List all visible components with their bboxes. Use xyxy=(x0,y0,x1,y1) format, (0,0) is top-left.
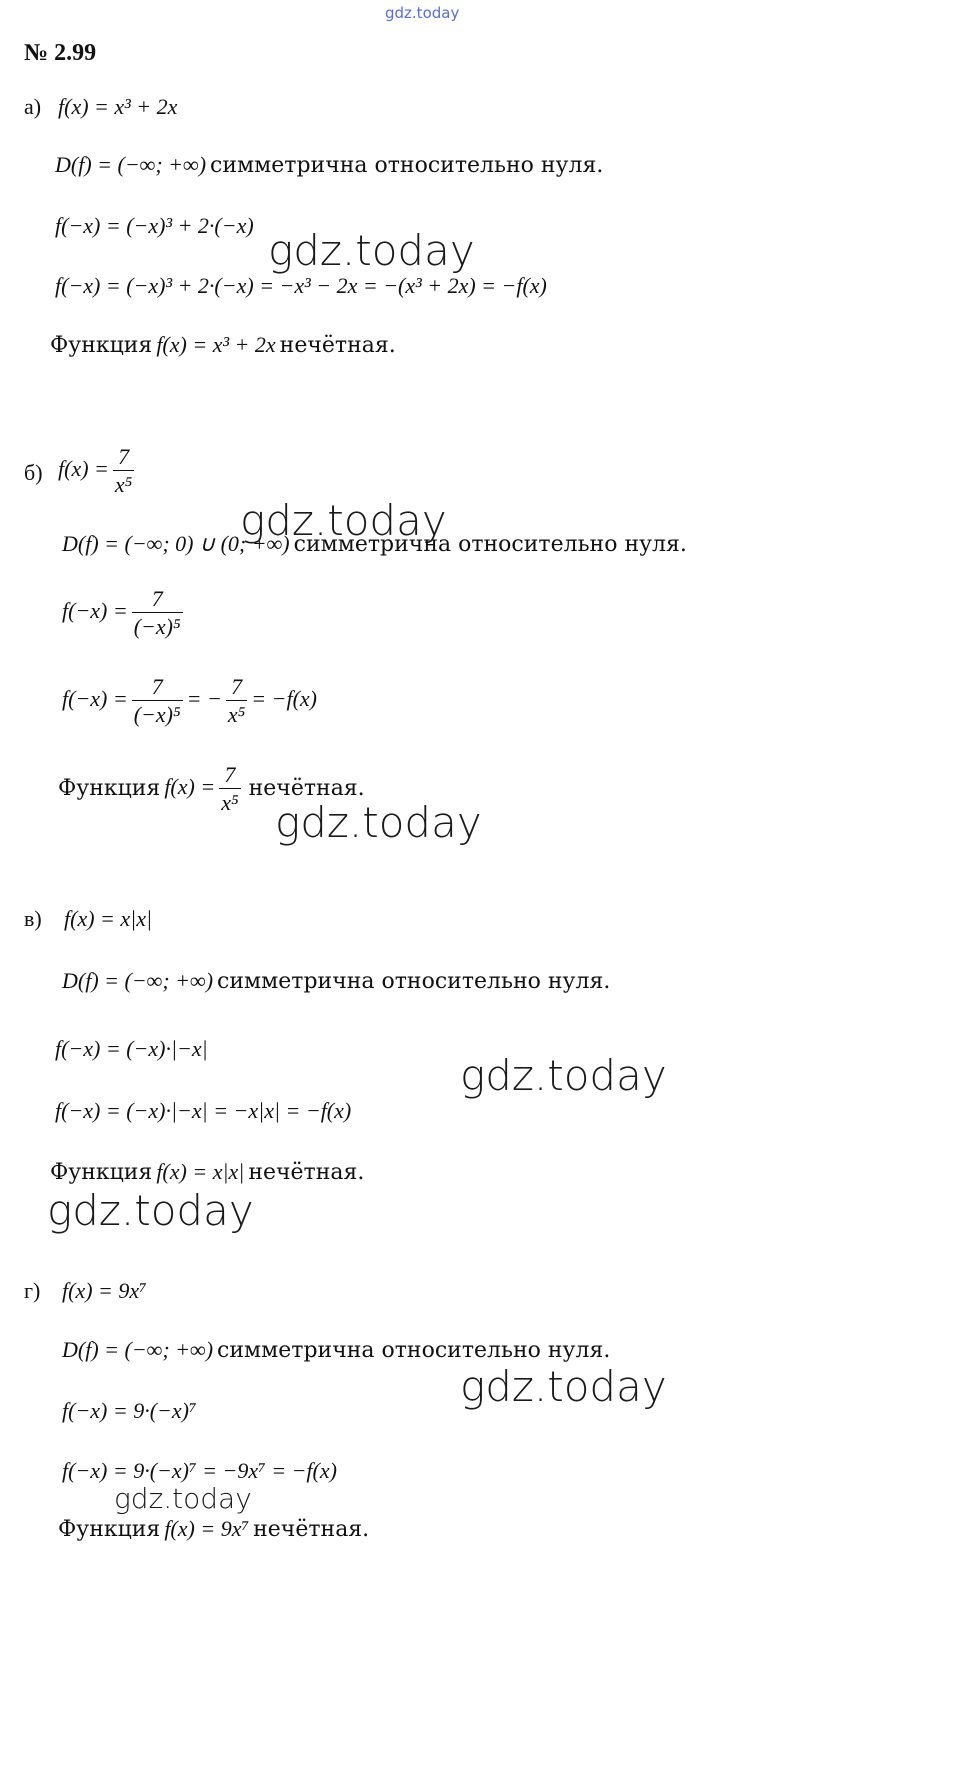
watermark: gdz.today xyxy=(268,226,475,275)
part-b-step2: f(−x) = $\frac{7}{\text{(−x)⁵}}$ = − $\frac{7}{\text{x⁵}}$ = −f(x) xyxy=(62,674,318,727)
part-a-label: а) xyxy=(24,94,42,119)
part-d-domain-line xyxy=(62,1339,610,1362)
watermark: gdz.today xyxy=(275,798,482,847)
watermark: gdz.today xyxy=(114,1482,252,1515)
problem-number: № 2.99 xyxy=(24,40,97,66)
part-d-symmetric: симметрична относительно нуля. xyxy=(217,1338,611,1363)
watermark: gdz.today xyxy=(460,1051,667,1100)
part-b-conclusion-formula: f(x) = $\frac{7}{\text{x⁵}}$ xyxy=(164,762,239,815)
part-d-step2: f(−x) = 9·(−x)⁷ = −9x⁷ = −f(x) xyxy=(62,1458,337,1483)
part-b-domain: D(f) = (−∞; 0) ∪ (0; +∞) xyxy=(62,531,290,556)
part-b-label: б) xyxy=(24,460,43,485)
part-c-domain: D(f) = (−∞; +∞) xyxy=(62,968,214,993)
part-a-definition: f(x) = x³ + 2x xyxy=(58,94,178,119)
part-b-symmetric: симметрична относительно нуля. xyxy=(293,532,687,557)
part-b-conclusion: Функция f(x) = $\frac{7}{\text{x⁵}}$ нечётная. xyxy=(58,762,365,815)
part-b-definition: f(x) = $\frac{7}{\text{x⁵}}$ xyxy=(58,444,133,497)
part-c-step2: f(−x) = (−x)·|−x| = −x|x| = −f(x) xyxy=(55,1098,352,1123)
part-c-conclusion: Функция f(x) = x|x| нечётная. xyxy=(50,1159,365,1185)
part-b-domain-line xyxy=(62,533,687,556)
part-c-step1: f(−x) = (−x)·|−x| xyxy=(55,1036,208,1061)
watermark: gdz.today xyxy=(47,1186,254,1235)
part-a-conclusion: Функция f(x) = x³ + 2x нечётная. xyxy=(50,332,396,358)
watermark: gdz.today xyxy=(460,1362,667,1411)
part-a-step1: f(−x) = (−x)³ + 2·(−x) xyxy=(55,213,254,238)
part-d-conclusion-formula: f(x) = 9x⁷ xyxy=(164,1516,250,1541)
part-d-conclusion: Функция f(x) = 9x⁷ нечётная. xyxy=(58,1516,370,1542)
watermark-top: gdz.today xyxy=(385,4,460,22)
watermark: gdz.today xyxy=(240,496,447,545)
part-c-definition: f(x) = x|x| xyxy=(64,906,152,931)
part-a-conclusion-formula: f(x) = x³ + 2x xyxy=(156,332,276,357)
part-b-step1: f(−x) = $\frac{7}{\text{(−x)⁵}}$ xyxy=(62,586,181,639)
part-a-symmetric: симметрична относительно нуля. xyxy=(210,153,604,178)
part-a-domain-line xyxy=(55,154,603,177)
part-d-definition: f(x) = 9x⁷ xyxy=(62,1278,147,1303)
part-c-domain-line xyxy=(62,970,610,993)
part-a-domain: D(f) = (−∞; +∞) xyxy=(55,152,207,177)
part-c-conclusion-formula: f(x) = x|x| xyxy=(156,1159,245,1184)
part-d-step1: f(−x) = 9·(−x)⁷ xyxy=(62,1398,197,1423)
part-c-label: в) xyxy=(24,906,42,931)
part-d-domain: D(f) = (−∞; +∞) xyxy=(62,1337,214,1362)
part-d-label: г) xyxy=(24,1278,41,1303)
part-a-step2: f(−x) = (−x)³ + 2·(−x) = −x³ − 2x = −(x³ + 2x) = −f(x) xyxy=(55,273,547,298)
part-c-symmetric: симметрична относительно нуля. xyxy=(217,969,611,994)
